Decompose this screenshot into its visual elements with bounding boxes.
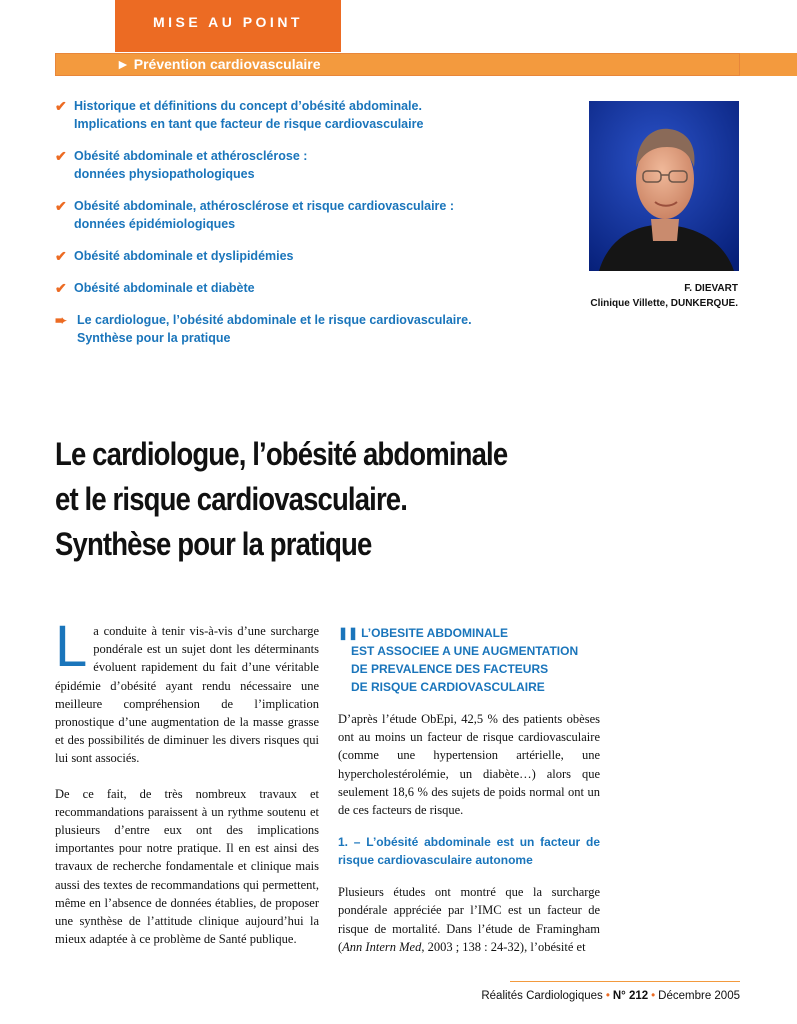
toc-item[interactable]	[55, 247, 555, 265]
author-affiliation: Clinique Villette, DUNKERQUE.	[590, 298, 738, 309]
section-tab-label: MISE AU POINT	[153, 14, 303, 30]
body-text: Plusieurs études ont montré que la surcharge pondérale appréciée par l’IMC est un facteur de risque de mortalité. Dans l’étude de Framingham (	[338, 885, 600, 954]
article-title-line: Le cardiologue, l’obésité abdominale	[55, 436, 508, 472]
toc-item[interactable]	[55, 97, 555, 133]
check-icon: ✔	[55, 198, 67, 214]
issue-date: Décembre 2005	[658, 990, 740, 1002]
body-paragraph	[338, 883, 600, 956]
section-heading-line: DE RISQUE CARDIOVASCULAIRE	[351, 680, 545, 694]
toc-item[interactable]	[55, 279, 555, 297]
journal-reference: Ann Intern Med	[342, 939, 422, 954]
rubric-label: ► Prévention cardiovasculaire	[116, 56, 321, 72]
check-icon: ✔	[55, 280, 67, 296]
page-footer	[481, 990, 740, 1002]
toc-item-text-2: données physiopathologiques	[74, 167, 255, 181]
toc-item-text-2: Implications en tant que facteur de risque cardiovasculaire	[74, 117, 424, 131]
arrow-right-icon: ➨	[55, 312, 67, 328]
body-column-left	[55, 614, 319, 965]
toc-item-text: Obésité abdominale et athérosclérose :	[74, 149, 308, 163]
toc-item-text: Historique et définitions du concept d’obésité abdominale.	[74, 99, 422, 113]
subsection-heading: 1. – L’obésité abdominale est un facteur de risque cardiovasculaire autonome	[338, 835, 600, 868]
rubric-band	[55, 53, 740, 76]
body-paragraph: De ce fait, de très nombreux travaux et recommandations paraissent à un rythme soutenu et plusieurs d’entre eux ont des implications importantes pour notre pratique. Il en est ainsi des travaux de recherche fondamentale et clinique mais aussi des textes de recommandations qui permettent, même en l’absence de données établies, de proposer une synthèse de l’attitude clinique aujourd’hui la mieux adaptée à ce problème de Santé publique.	[55, 786, 319, 947]
toc-item-current[interactable]	[55, 311, 555, 347]
toc-item-text: Obésité abdominale et dyslipidémies	[74, 249, 294, 263]
intro-text: a conduite à tenir vis-à-vis d’une surcharge pondérale est un sujet dont les déterminants évoluent rapidement du fait d’une véritable épidémie d’obésité ayant rendu nécessaire une meilleure compréhension de l’implication pronostique d’une augmentation de la masse grasse et des possibilités de diminuer les divers risques qui lui sont associés.	[55, 624, 319, 766]
check-icon: ✔	[55, 98, 67, 114]
author-portrait-image	[589, 101, 739, 271]
author-block	[590, 281, 738, 311]
toc-item[interactable]	[55, 197, 555, 233]
author-name: F. DIEVART	[684, 283, 738, 294]
rubric-band-end	[740, 53, 797, 76]
series-toc	[55, 97, 555, 361]
separator-dot: •	[651, 990, 656, 1002]
section-marker-icon: ❚❚	[338, 626, 359, 640]
author-photo	[589, 101, 739, 271]
section-heading-line: L’OBESITE ABDOMINALE	[361, 626, 509, 640]
section-heading-line: EST ASSOCIEE A UNE AUGMENTATION	[351, 644, 579, 658]
article-title-line: et le risque cardiovasculaire.	[55, 481, 408, 517]
section-heading	[338, 624, 600, 696]
check-icon: ✔	[55, 248, 67, 264]
journal-name: Réalités Cardiologiques	[481, 990, 603, 1002]
body-text: , 2003 ; 138 : 24-32), l’obésité et	[421, 939, 586, 954]
section-heading-line: DE PREVALENCE DES FACTEURS	[351, 662, 549, 676]
toc-item[interactable]	[55, 147, 555, 183]
article-title	[55, 432, 571, 567]
body-paragraph: D’après l’étude ObEpi, 42,5 % des patients obèses ont au moins un facteur de risque cardiovasculaire (comme une hypertension artérielle, une hypercholestérolémie, un diabète…) alors que seulement 18,6 % des sujets de poids normal ont un de ces facteurs de risque.	[338, 712, 600, 818]
toc-item-text: Obésité abdominale et diabète	[74, 281, 255, 295]
body-column-right	[338, 624, 600, 973]
article-title-line: Synthèse pour la pratique	[55, 526, 372, 562]
drop-cap: L	[55, 614, 88, 679]
footer-rule	[510, 981, 740, 982]
toc-item-text-2: Synthèse pour la pratique	[77, 331, 231, 345]
toc-item-text: Le cardiologue, l’obésité abdominale et le risque cardiovasculaire.	[77, 313, 472, 327]
intro-paragraph	[55, 614, 319, 768]
issue-number: N° 212	[612, 990, 649, 1002]
toc-item-text-2: données épidémiologiques	[74, 217, 236, 231]
separator-dot: •	[605, 990, 610, 1002]
toc-item-text: Obésité abdominale, athérosclérose et risque cardiovasculaire :	[74, 199, 455, 213]
check-icon: ✔	[55, 148, 67, 164]
section-tab	[115, 0, 341, 52]
